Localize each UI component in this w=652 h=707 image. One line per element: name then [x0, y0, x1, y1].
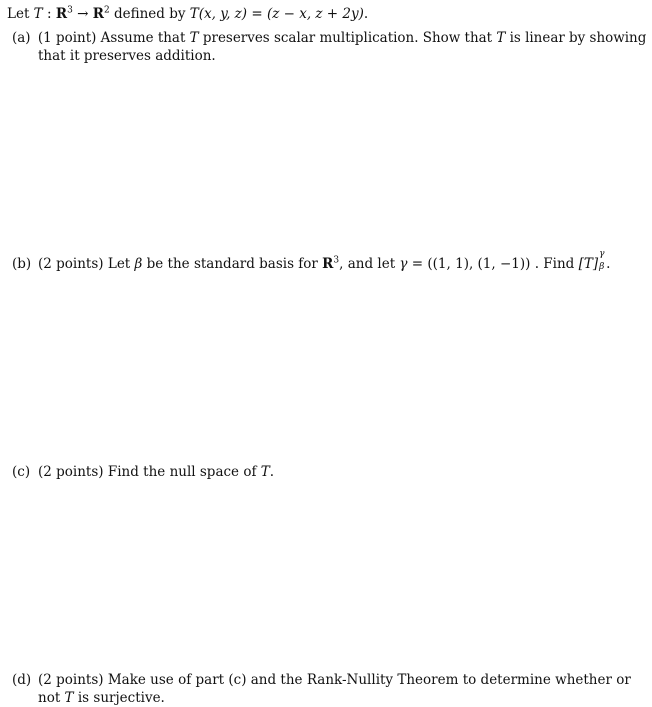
intro-codomain-exp: 2 [103, 5, 110, 16]
part-a-line-1 [12, 29, 646, 47]
part-a-text-3: is linear by showing [505, 30, 647, 46]
part-a-map-name: T [189, 30, 199, 46]
part-b-line-1 [12, 249, 611, 273]
part-b-matrix-indices [598, 249, 606, 272]
part-a-line-2 [38, 47, 216, 65]
part-b-space-exp: 3 [333, 255, 340, 266]
part-d-line-2 [38, 689, 165, 707]
part-b-matrix-sub: β [599, 262, 605, 272]
part-a-map-name-2: T [496, 30, 506, 46]
part-d-label: (d) [12, 672, 32, 688]
part-b-text-4: = ((1, 1), (1, −1)) . Find [407, 256, 579, 272]
part-a-text-2: preserves scalar multiplication. Show that [198, 30, 497, 46]
part-b-label: (b) [12, 256, 32, 272]
intro-domain-exp: 3 [67, 5, 73, 16]
part-d-line-2-post: is surjective. [73, 690, 165, 706]
intro-colon: : [42, 6, 56, 22]
part-b-matrix: [T] [578, 256, 599, 272]
part-d-line-2-pre: not [38, 690, 65, 706]
part-b-points: (2 points) [38, 256, 104, 272]
part-d-line-1 [12, 671, 631, 689]
part-b-text-1: Let [103, 256, 135, 272]
part-b-end: . [606, 256, 611, 272]
intro-lead: Let [7, 6, 34, 22]
intro-formula: T(x, y, z) = (z − x, z + 2y) [189, 6, 364, 22]
part-a-text-1: Assume that [96, 30, 190, 46]
intro-arrow: → [72, 6, 93, 22]
part-b-gamma: γ [399, 256, 408, 272]
part-a-points: (1 point) [37, 30, 97, 46]
part-b-matrix-sup: γ [599, 249, 605, 259]
part-b-beta: β [134, 256, 143, 272]
part-c-line-1 [12, 463, 274, 481]
part-c-points: (2 points) [38, 464, 104, 480]
part-a-label: (a) [12, 30, 31, 46]
part-b-text-3: , and let [339, 256, 400, 272]
part-d-map-name: T [64, 690, 74, 706]
intro-defined-by: defined by [109, 6, 190, 22]
intro-map-name: T [33, 6, 43, 22]
part-c-label: (c) [12, 464, 31, 480]
part-d-text-1: Make use of part (c) and the Rank-Nullity Theorem to determine whether or [103, 672, 631, 688]
intro-codomain-space: R [92, 6, 104, 22]
part-c-end: . [269, 464, 275, 480]
intro-domain-space: R [55, 6, 68, 22]
part-d-points: (2 points) [38, 672, 104, 688]
part-c-map-name: T [260, 464, 270, 480]
part-c-text-1: Find the null space of [103, 464, 261, 480]
part-b-text-2: be the standard basis for [142, 256, 323, 272]
part-b-space: R [322, 256, 334, 272]
intro-end: . [363, 6, 369, 22]
problem-intro [7, 5, 368, 23]
part-a-line-2-text: that it preserves addition. [38, 48, 216, 64]
